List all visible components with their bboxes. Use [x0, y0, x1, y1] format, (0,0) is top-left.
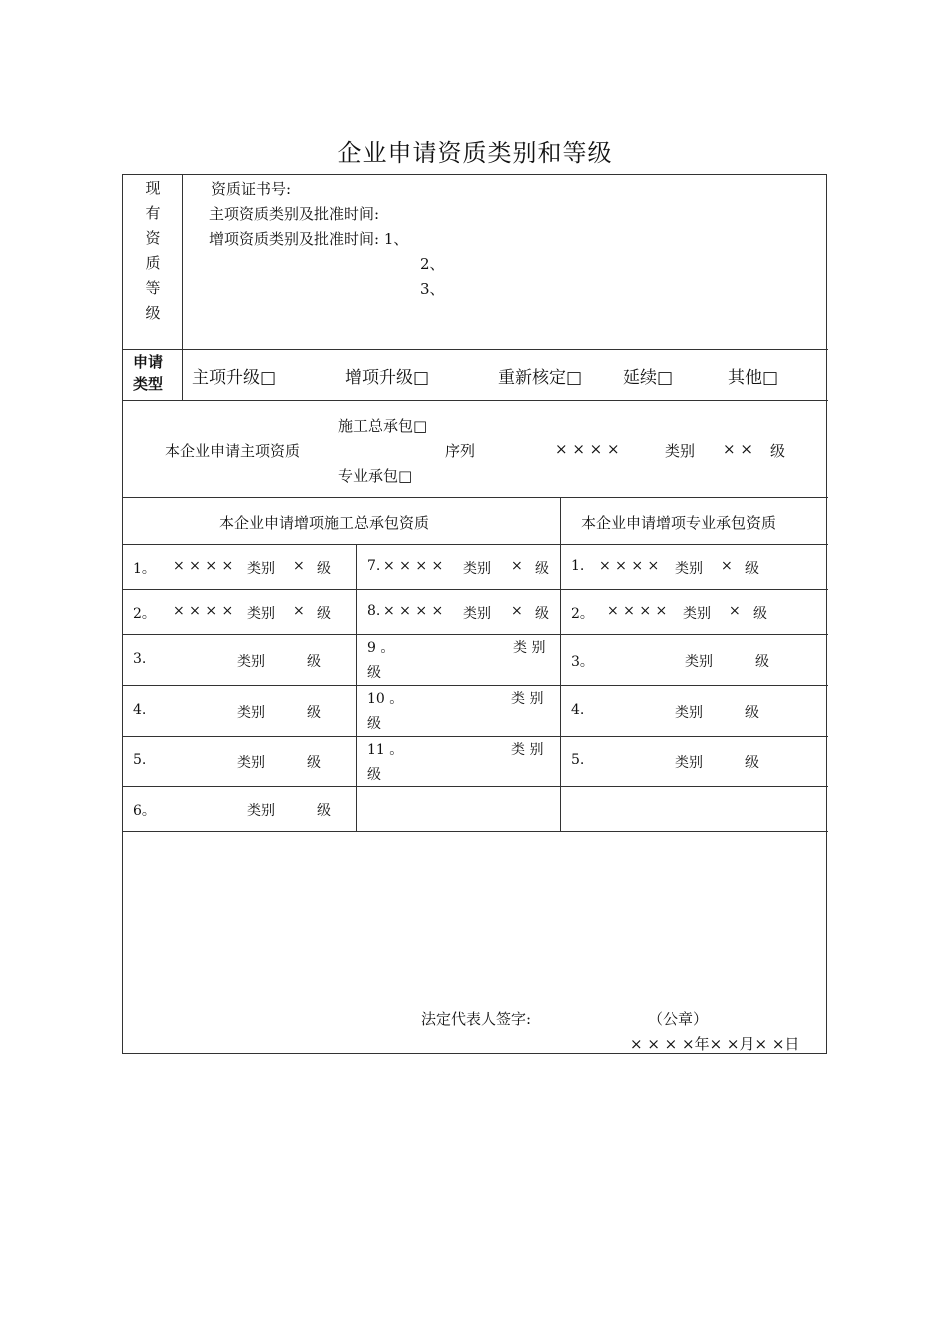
legal-rep-signature-label: 法定代表人签字:: [421, 1010, 532, 1028]
form-table: 现 有 资 质 等 级 资质证书号: 主项资质类别及批准时间: 增项资质类别及批准时间: 1、 2、 3、 申请 类型 主项升级□ 增项升级□ 重新核定□ 延续□ 其他□ 施工总承包□ 本企业申请主项资质 序列 × × × × 类别 × × 级 专业承包□ 本企业申请增项施工总承包资质 本企业申请增项专业承包资质 1。 × × × × 类别 × 级 7. × × × × 类别 × 级 1. × × × × 类别 × 级 2。 × × × × 类别 × 级 8. × × × × 类别 × 级 2。 × × × × 类别 × 级 3. 类别 级 9 。 类 别 级 3。 类别 级 4. 类别 级 10 。 类 别 级 4. 类别 级 5. 类别 级 11 。 类 别 级 5. 类别 级 6。 类别 级 法定代表人签字: （公章） × × × ×年× ×月× ×日: [122, 174, 827, 1054]
row-divider: [123, 589, 828, 590]
row-divider: [123, 831, 828, 832]
added-category-label: 增项资质类别及批准时间: 1、: [209, 230, 409, 248]
option-added-upgrade[interactable]: 增项升级□: [345, 368, 430, 388]
added-category-item-3: 3、: [420, 280, 445, 298]
page-title: 企业申请资质类别和等级: [337, 139, 613, 167]
row-divider: [123, 736, 828, 737]
series-value: × × × ×: [555, 440, 620, 458]
header-general-contract: 本企业申请增项施工总承包资质: [219, 514, 430, 532]
header-special-contract: 本企业申请增项专业承包资质: [581, 514, 777, 532]
apply-type-label: 申请 类型: [133, 353, 164, 393]
option-other[interactable]: 其他□: [728, 368, 779, 388]
option-renewal[interactable]: 延续□: [623, 368, 674, 388]
grade-label: 级: [770, 442, 786, 460]
option-special-contract[interactable]: 专业承包□: [338, 467, 413, 485]
series-label: 序列: [445, 442, 476, 460]
existing-label: 现 有 资 质 等 级: [145, 179, 161, 322]
date-line: × × × ×年× ×月× ×日: [630, 1035, 800, 1053]
row-divider: [123, 497, 828, 498]
row-divider: [123, 349, 828, 350]
col-divider: [182, 175, 183, 400]
main-category-label: 主项资质类别及批准时间:: [209, 205, 380, 223]
row-divider: [123, 685, 828, 686]
option-reassess[interactable]: 重新核定□: [498, 368, 583, 388]
cert-number-label: 资质证书号:: [211, 180, 292, 198]
added-category-item-2: 2、: [420, 255, 445, 273]
row-divider: [123, 400, 828, 401]
option-main-upgrade[interactable]: 主项升级□: [192, 368, 277, 388]
category-label: 类别: [665, 442, 696, 460]
main-apply-label: 本企业申请主项资质: [165, 442, 301, 460]
row-divider: [123, 544, 828, 545]
col-divider: [356, 544, 357, 831]
row-divider: [123, 786, 828, 787]
row-divider: [123, 634, 828, 635]
grade-value: × ×: [723, 440, 753, 458]
option-general-contract[interactable]: 施工总承包□: [338, 417, 428, 435]
official-seal-label: （公章）: [648, 1010, 709, 1028]
col-divider: [560, 497, 561, 831]
